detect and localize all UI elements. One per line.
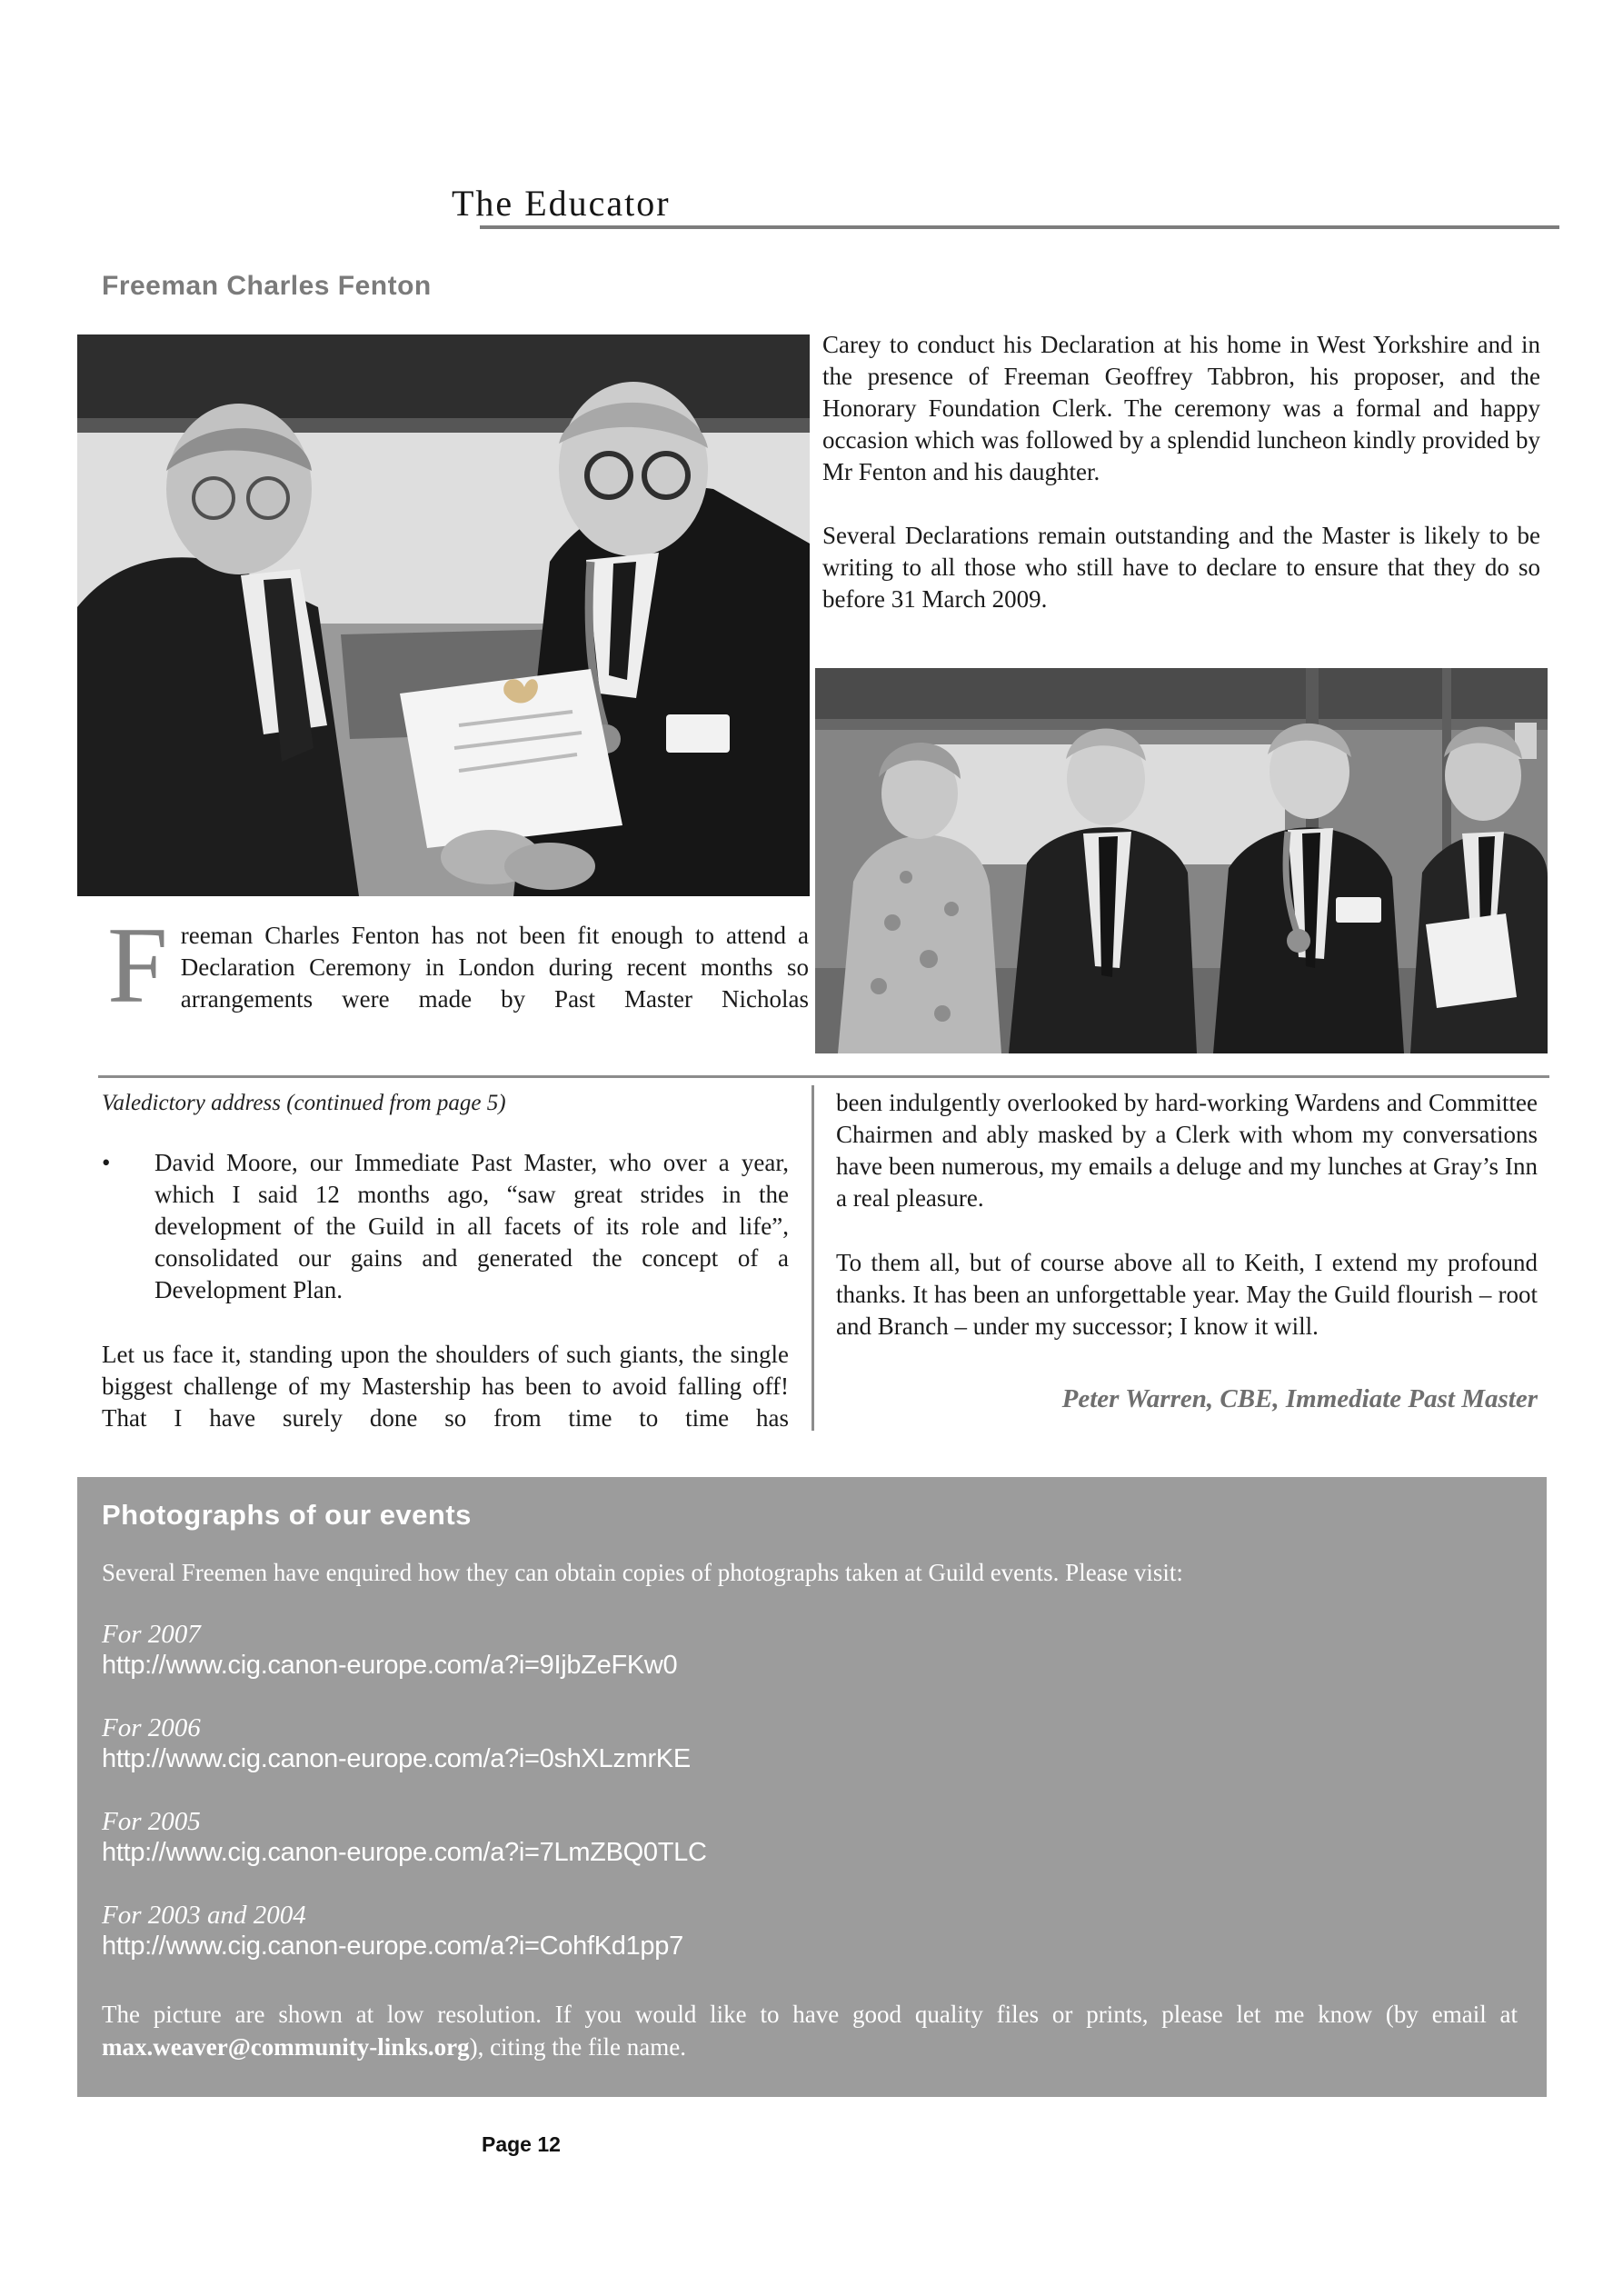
section-divider-rule: [98, 1075, 1549, 1078]
photographs-box-intro: Several Freemen have enquired how they can obtain copies of photographs taken at Guild events. Please visit:: [102, 1559, 1183, 1586]
contact-email[interactable]: max.weaver@community-links.org: [102, 2033, 470, 2061]
valedictory-right-column: [836, 1087, 1538, 1414]
photo-link-year: For 2003 and 2004: [102, 1901, 306, 1930]
declaration-ceremony-photo-art: [77, 334, 810, 896]
photographs-box-heading: Photographs of our events: [102, 1499, 472, 1531]
continued-note: Valedictory address (continued from page 5): [102, 1091, 506, 1115]
page-number: Page 12: [482, 2132, 561, 2156]
bullet-item: [102, 1147, 789, 1306]
photo-link-url[interactable]: http://www.cig.canon-europe.com/a?i=0shXLzmrKE: [102, 1744, 691, 1773]
column-divider-rule: [812, 1085, 814, 1431]
guild-group-photo-art: [815, 668, 1548, 1053]
lead-paragraph-text: reeman Charles Fenton has not been fit enough to attend a Declaration Ceremony in London during recent months so arrangements were made by Past Master Nicholas: [180, 922, 809, 1013]
article-paragraph: Carey to conduct his Declaration at his home in West Yorkshire and in the presence of Freeman Geoffrey Tabbron, his proposer, and the Honorary Foundation Clerk. The ceremony was a formal and happy occasion which was followed by a splendid luncheon kindly provided by Mr Fenton and his daughter.: [822, 331, 1540, 485]
article-lead-paragraph: [102, 904, 809, 1025]
valedictory-paragraph: To them all, but of course above all to Keith, I extend my profound thanks. It has been an unforgettable year. May the Guild flourish – root and Branch – under my successor; I know it will.: [836, 1249, 1538, 1340]
article-right-column: [822, 329, 1540, 615]
photo-link-group: [102, 1901, 1518, 1962]
photo-link-year: For 2006: [102, 1713, 201, 1742]
photo-link-year: For 2007: [102, 1620, 201, 1649]
photo-link-group: [102, 1713, 1518, 1774]
valedictory-paragraph: Let us face it, standing upon the shoulders of such giants, the single biggest challenge of my Mastership has been to avoid falling off! That I have surely done so from time to time has: [102, 1341, 789, 1432]
photo-link-url[interactable]: http://www.cig.canon-europe.com/a?i=7LmZBQ0TLC: [102, 1838, 707, 1867]
valedictory-left-column: [102, 1091, 789, 1434]
photo-link-url[interactable]: http://www.cig.canon-europe.com/a?i=CohfKd1pp7: [102, 1932, 683, 1961]
photographs-box: [77, 1477, 1547, 2097]
drop-cap: F: [107, 904, 168, 1025]
photographs-box-outro: [102, 1998, 1518, 2063]
page-title: The Educator: [452, 183, 671, 224]
article-heading: Freeman Charles Fenton: [102, 271, 432, 301]
article-paragraph: Several Declarations remain outstanding and the Master is likely to be writing to all those who still have to declare to ensure that they do so before 31 March 2009.: [822, 522, 1540, 613]
outro-text: ), citing the file name.: [469, 2033, 686, 2061]
bullet-icon: •: [102, 1149, 111, 1176]
outro-text: The picture are shown at low resolution. If you would like to have good quality files or prints, please let me know (by email at: [102, 2001, 1518, 2028]
valedictory-paragraph: been indulgently overlooked by hard-working Wardens and Committee Chairmen and ably masked by a Clerk with whom my conversations have been numerous, my emails a deluge and my lunches at Gray’s Inn a real pleasure.: [836, 1089, 1538, 1212]
bullet-text: David Moore, our Immediate Past Master, who over a year, which I said 12 months ago, “saw great strides in the development of the Guild in all facets of its role and life”, consolidated our gains and generated the concept of a Development Plan.: [154, 1149, 789, 1303]
guild-group-photo: [815, 668, 1548, 1053]
photo-link-url[interactable]: http://www.cig.canon-europe.com/a?i=9IjbZeFKw0: [102, 1651, 678, 1680]
photo-link-year: For 2005: [102, 1807, 201, 1836]
author-signature: Peter Warren, CBE, Immediate Past Master: [1061, 1384, 1538, 1413]
photo-link-group: [102, 1620, 1518, 1681]
photo-link-group: [102, 1807, 1518, 1868]
header-rule: [480, 225, 1559, 229]
declaration-ceremony-photo: [77, 334, 810, 896]
